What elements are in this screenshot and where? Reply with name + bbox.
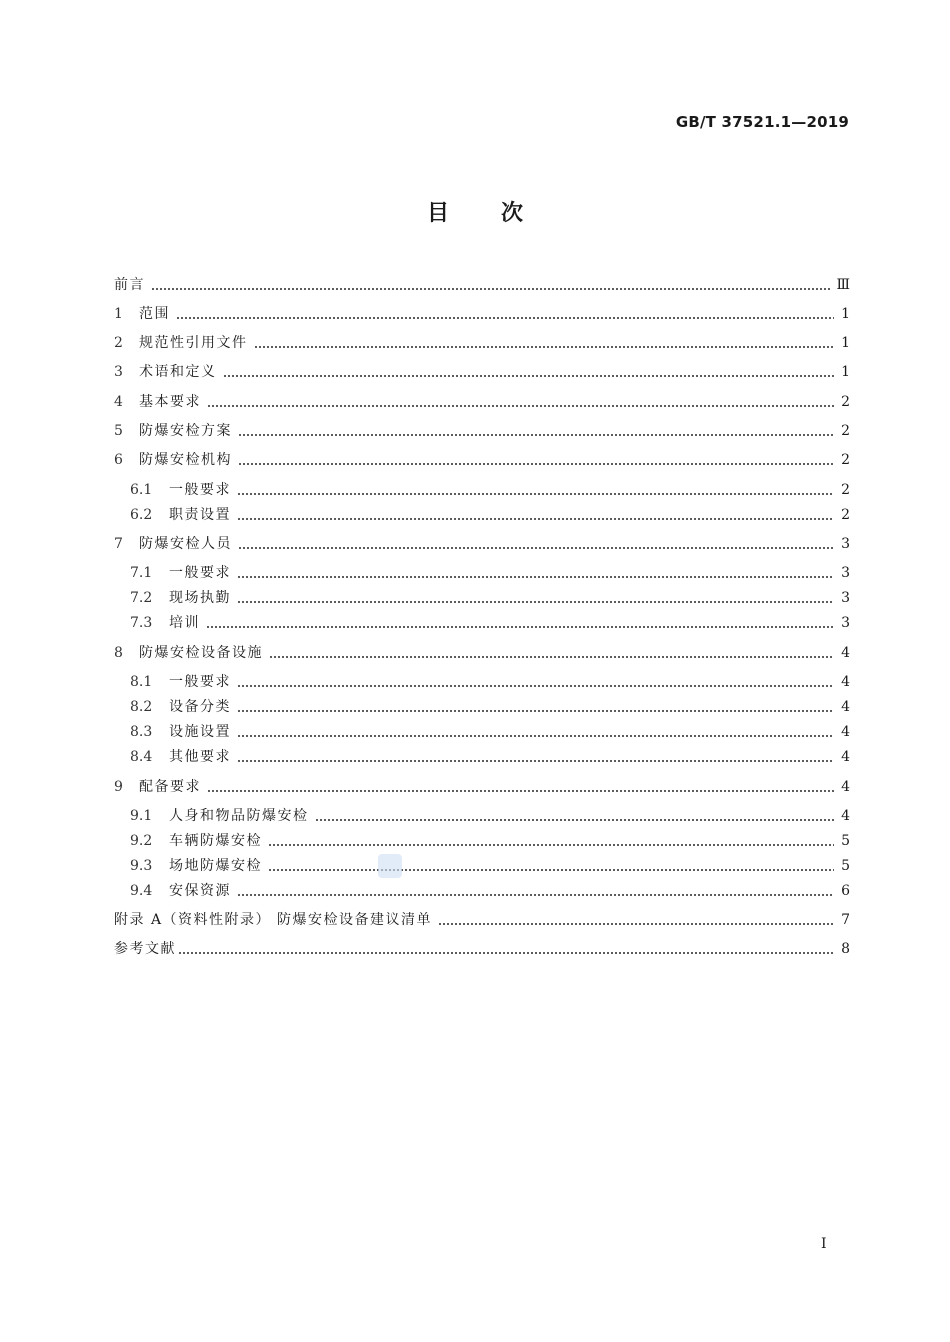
- toc-leader-dots: [238, 547, 834, 549]
- toc-entry-title: 参考文献: [114, 941, 176, 957]
- toc-entry-page: 1: [841, 335, 850, 351]
- toc-entry[interactable]: [130, 805, 850, 827]
- toc-entry[interactable]: [114, 303, 850, 325]
- toc-entry-number: 1: [114, 306, 123, 322]
- toc-entry[interactable]: [114, 776, 850, 798]
- toc-leader-dots: [238, 434, 834, 436]
- toc-entry-page: 8: [841, 941, 850, 957]
- toc-leader-dots: [151, 288, 830, 290]
- toc-entry-page: 4: [841, 699, 850, 715]
- toc-entry[interactable]: [130, 479, 850, 501]
- toc-entry-page: 3: [841, 615, 850, 631]
- toc-entry-page: 5: [841, 858, 850, 874]
- toc-entry[interactable]: [114, 938, 850, 960]
- toc-entry-title: 现场执勤: [169, 590, 231, 606]
- toc-entry-page: 4: [841, 645, 850, 661]
- toc-leader-dots: [237, 685, 834, 687]
- toc-entry[interactable]: [130, 830, 850, 852]
- toc-entry[interactable]: [130, 587, 850, 609]
- toc-leader-dots: [237, 601, 834, 603]
- toc-entry-title: 防爆安检机构: [139, 452, 232, 468]
- toc-entry-page: 2: [841, 423, 850, 439]
- toc-entry-number: 3: [114, 364, 123, 380]
- toc-title: 目次: [426, 201, 575, 226]
- toc-leader-dots: [237, 894, 834, 896]
- toc-entry-number: 9.4: [130, 883, 153, 899]
- toc-entry-title: 一般要求: [169, 674, 231, 690]
- toc-entry[interactable]: [114, 642, 850, 664]
- toc-entry[interactable]: [114, 332, 850, 354]
- toc-entry-page: 4: [841, 724, 850, 740]
- toc-entry-title: 附录 A（资料性附录） 防爆安检设备建议清单: [114, 912, 433, 928]
- toc-entry-page: Ⅲ: [836, 277, 850, 293]
- toc-entry-page: 7: [841, 912, 850, 928]
- toc-entry-number: 9.3: [130, 858, 153, 874]
- toc-entry[interactable]: [114, 449, 850, 471]
- toc-entry-title: 车辆防爆安检: [169, 833, 262, 849]
- toc-leader-dots: [207, 790, 834, 792]
- toc-entry-number: 5: [114, 423, 123, 439]
- toc-leader-dots: [269, 656, 834, 658]
- standard-code: GB/T 37521.1—2019: [675, 113, 849, 131]
- toc-leader-dots: [178, 952, 834, 954]
- toc-leader-dots: [237, 760, 834, 762]
- toc-entry-number: 6: [114, 452, 123, 468]
- toc-entry-title: 职责设置: [169, 507, 231, 523]
- toc-entry-title: 前言: [114, 277, 145, 293]
- toc-entry[interactable]: [130, 855, 850, 877]
- toc-entry[interactable]: [114, 391, 850, 413]
- toc-entry-number: 8: [114, 645, 123, 661]
- toc-entry-number: 7: [114, 536, 123, 552]
- page-number: I: [821, 1236, 827, 1252]
- toc-leader-dots: [268, 844, 834, 846]
- toc-entry-title: 防爆安检人员: [139, 536, 232, 552]
- toc-entry-page: 3: [841, 565, 850, 581]
- toc-entry[interactable]: [114, 420, 850, 442]
- toc-entry[interactable]: [130, 671, 850, 693]
- toc-entry-number: 8.4: [130, 749, 153, 765]
- toc-leader-dots: [206, 626, 834, 628]
- toc-entry-number: 9.1: [130, 808, 153, 824]
- toc-entry[interactable]: [130, 880, 850, 902]
- toc-entry-title: 术语和定义: [139, 364, 217, 380]
- toc-entry-title: 基本要求: [139, 394, 201, 410]
- toc-entry-page: 2: [841, 452, 850, 468]
- toc-entry-number: 2: [114, 335, 123, 351]
- toc-leader-dots: [238, 463, 834, 465]
- toc-leader-dots: [176, 317, 834, 319]
- toc-entry-number: 6.2: [130, 507, 153, 523]
- watermark-logo: [378, 854, 402, 878]
- toc-entry-title: 其他要求: [169, 749, 231, 765]
- toc-entry-title: 防爆安检设备设施: [139, 645, 263, 661]
- toc-entry[interactable]: [114, 274, 850, 296]
- toc-entry-number: 6.1: [130, 482, 153, 498]
- toc-entry-title: 场地防爆安检: [169, 858, 262, 874]
- toc-entry-page: 4: [841, 674, 850, 690]
- toc-leader-dots: [237, 576, 834, 578]
- toc-entry-title: 人身和物品防爆安检: [169, 808, 309, 824]
- toc-entry-page: 6: [841, 883, 850, 899]
- toc-leader-dots: [268, 869, 834, 871]
- toc-leader-dots: [254, 346, 835, 348]
- toc-entry-number: 4: [114, 394, 123, 410]
- toc-entry-number: 7.2: [130, 590, 153, 606]
- toc-entry-number: 7.1: [130, 565, 153, 581]
- toc-entry-page: 4: [841, 779, 850, 795]
- toc-entry[interactable]: [114, 533, 850, 555]
- toc-entry-page: 2: [841, 507, 850, 523]
- toc-entry-page: 3: [841, 590, 850, 606]
- toc-entry-title: 安保资源: [169, 883, 231, 899]
- toc-leader-dots: [438, 923, 834, 925]
- toc-entry-number: 8.1: [130, 674, 153, 690]
- toc-entry-page: 2: [841, 394, 850, 410]
- toc-entry-page: 3: [841, 536, 850, 552]
- toc-entry[interactable]: [114, 909, 850, 931]
- toc-entry-title: 一般要求: [169, 565, 231, 581]
- toc-entry-number: 8.2: [130, 699, 153, 715]
- toc-entry-title: 一般要求: [169, 482, 231, 498]
- toc-entry-page: 4: [841, 749, 850, 765]
- toc-entry-title: 设备分类: [169, 699, 231, 715]
- toc-entry-page: 5: [841, 833, 850, 849]
- toc-leader-dots: [223, 375, 835, 377]
- toc-leader-dots: [237, 710, 834, 712]
- toc-entry-title: 设施设置: [169, 724, 231, 740]
- toc-entry-number: 9.2: [130, 833, 153, 849]
- toc-entry[interactable]: [130, 696, 850, 718]
- toc-entry-title: 配备要求: [139, 779, 201, 795]
- toc-entry[interactable]: [130, 504, 850, 526]
- toc-entry[interactable]: [130, 746, 850, 768]
- toc-entry[interactable]: [114, 361, 850, 383]
- toc-entry-page: 2: [841, 482, 850, 498]
- toc-leader-dots: [207, 405, 834, 407]
- toc-entry-title: 规范性引用文件: [139, 335, 248, 351]
- toc-leader-dots: [315, 819, 835, 821]
- toc-entry[interactable]: [130, 562, 850, 584]
- toc-entry[interactable]: [130, 612, 850, 634]
- toc-entry-page: 1: [841, 306, 850, 322]
- toc-leader-dots: [237, 735, 834, 737]
- toc-entry-page: 1: [841, 364, 850, 380]
- toc-entry-number: 8.3: [130, 724, 153, 740]
- toc-leader-dots: [237, 493, 834, 495]
- toc-entry-page: 4: [841, 808, 850, 824]
- toc-leader-dots: [237, 518, 834, 520]
- toc-entry-title: 防爆安检方案: [139, 423, 232, 439]
- toc-entry-title: 范围: [139, 306, 170, 322]
- toc-entry-title: 培训: [169, 615, 200, 631]
- toc-entry-number: 9: [114, 779, 123, 795]
- toc-entry[interactable]: [130, 721, 850, 743]
- toc-entry-number: 7.3: [130, 615, 153, 631]
